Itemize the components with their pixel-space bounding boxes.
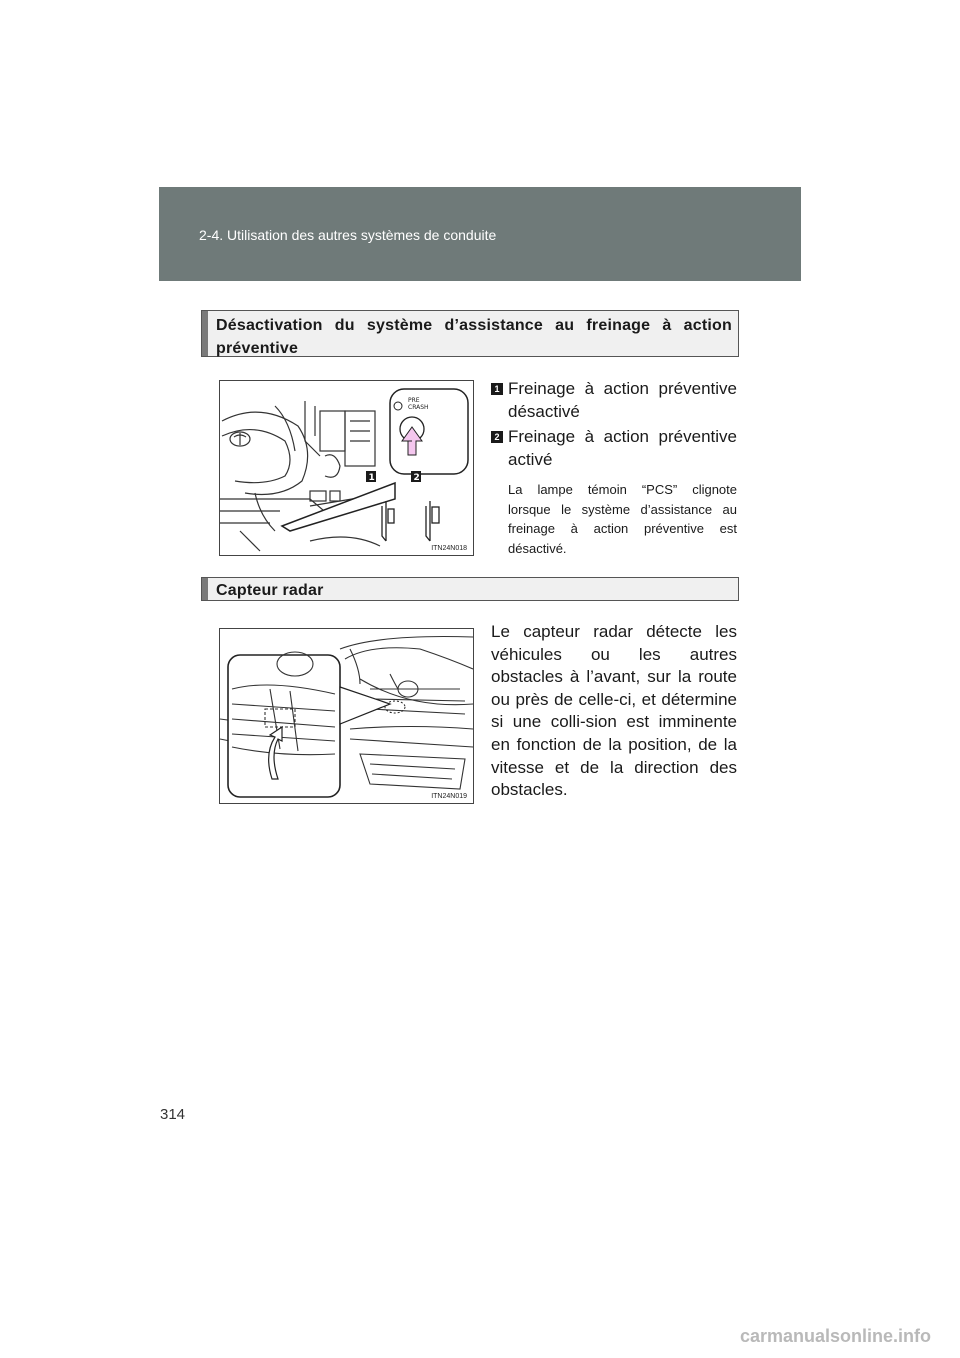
item-number-badge: 2: [491, 431, 503, 443]
pointer-arrow: [282, 483, 395, 531]
list-item: [491, 425, 737, 471]
section-title-deactivation: [201, 310, 739, 357]
dashboard-illustration: [220, 381, 473, 555]
pcs-indicator-note: La lampe témoin “PCS” clignote lorsque le système d’assistance au freinage à action préventive est désactivé.: [508, 482, 737, 556]
header-band: [159, 187, 801, 281]
section-title-text: Désactivation du système d’assistance au freinage à action préventive: [216, 317, 732, 357]
breadcrumb: 2-4. Utilisation des autres systèmes de conduite: [199, 227, 497, 243]
figure-code: ITN24N018: [431, 545, 467, 552]
item-text: Freinage à action préventive désactivé: [508, 379, 737, 421]
page-number: 314: [160, 1106, 186, 1123]
section-title-radar-sensor: [201, 577, 739, 601]
radar-sensor-illustration: [219, 628, 474, 804]
radar-sensor-description: Le capteur radar détecte les véhicules ou les autres obstacles à l’avant, sur la route ou près de celle-ci, et détermine si une colli-sion est imminente en fonction de la position, de la vitesse et de la direction des obstacles.: [491, 622, 737, 800]
switch-label-crash: CRASH: [408, 404, 429, 411]
figure-code: ITN24N019: [431, 793, 467, 800]
callout-2: 2: [413, 473, 420, 483]
item-text: Freinage à action préventive activé: [508, 427, 737, 469]
switch-label-pre: PRE: [408, 397, 420, 404]
watermark: carmanualsonline.info: [740, 1326, 932, 1346]
front-grille-illustration: [220, 629, 473, 803]
list-item: [491, 377, 737, 423]
pre-crash-switch-illustration: [219, 380, 474, 556]
item-number-badge: 1: [491, 383, 503, 395]
callout-1: 1: [368, 473, 375, 483]
section-title-text: Capteur radar: [216, 582, 324, 599]
